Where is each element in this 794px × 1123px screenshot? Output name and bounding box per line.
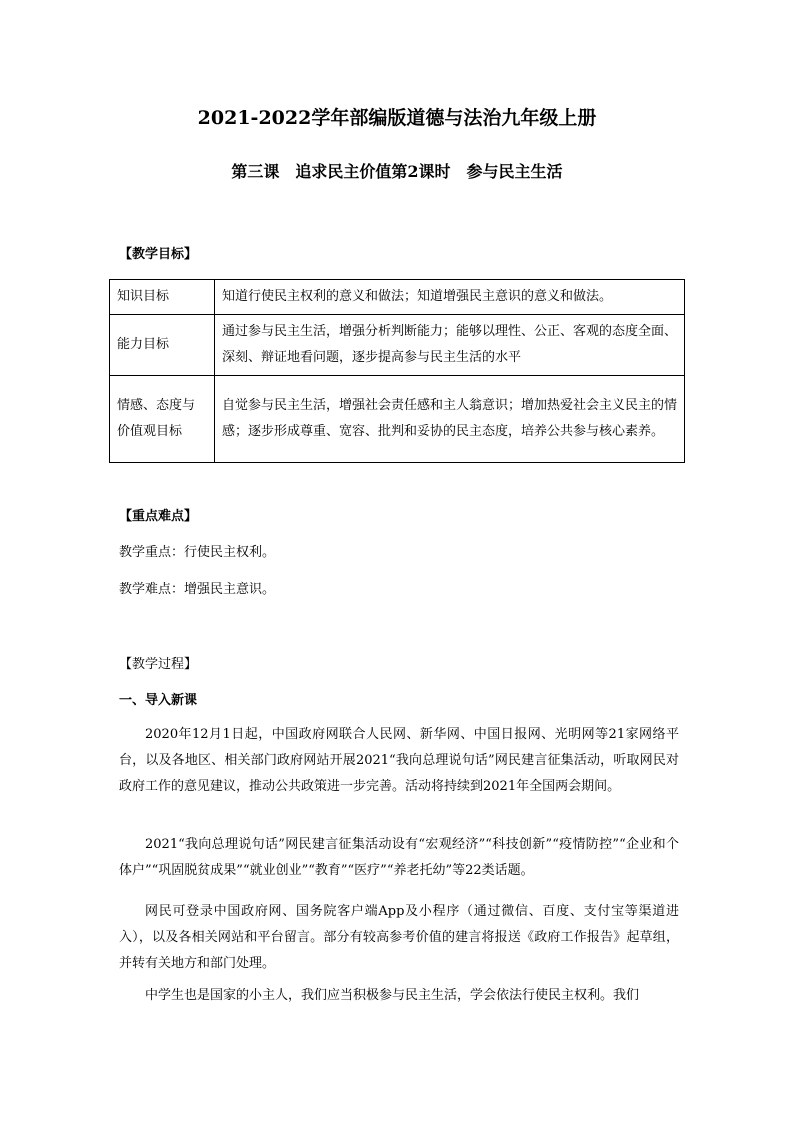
table-row	[110, 376, 685, 463]
teaching-goals-table	[109, 279, 685, 463]
key-point-focus: 教学重点：行使民主权利。	[119, 545, 276, 560]
table-cell-label: 能力目标	[110, 315, 215, 376]
section-heading-process: 【教学过程】	[119, 657, 198, 672]
table-row	[110, 280, 685, 315]
paragraph: 中学生也是国家的小主人，我们应当积极参与民主生活，学会依法行使民主权利。我们	[145, 988, 640, 1003]
section-heading-goals: 【教学目标】	[119, 247, 198, 262]
table-cell-label: 情感、态度与价值观目标	[110, 376, 215, 463]
key-point-difficulty: 教学难点：增强民主意识。	[119, 582, 276, 597]
table-cell-content: 知道行使民主权利的意义和做法；知道增强民主意识的意义和做法。	[215, 280, 685, 315]
table-cell-label: 知识目标	[110, 280, 215, 315]
document-subtitle: 第三课 追求民主价值第2课时 参与民主生活	[231, 162, 563, 181]
table-cell-content: 自觉参与民主生活，增强社会责任感和主人翁意识；增加热爱社会主义民主的情感；逐步形成尊重、宽容、批判和妥协的民主态度，培养公共参与核心素养。	[215, 376, 685, 463]
step-heading-intro: 一、导入新课	[119, 693, 198, 708]
paragraph: 网民可登录中国政府网、国务院客户端App及小程序（通过微信、百度、支付宝等渠道进入），以及各相关网站和平台留言。部分有较高参考价值的建言将报送《政府工作报告》起草组，并转有关地方和部门处理。	[119, 904, 679, 971]
table-row	[110, 315, 685, 376]
paragraph: 2020年12月1日起，中国政府网联合人民网、新华网、中国日报网、光明网等21家网络平台，以及各地区、相关部门政府网站开展2021“我向总理说句话”网民建言征集活动，听取网民对政府工作的意见建议，推动公共政策进一步完善。活动将持续到2021年全国两会期间。	[119, 727, 679, 794]
document-title: 2021-2022学年部编版道德与法治九年级上册	[197, 107, 597, 129]
paragraph: 2021“我向总理说句话”网民建言征集活动设有“宏观经济”“科技创新”“疫情防控”“企业和个体户”“巩固脱贫成果”“就业创业”“教育”“医疗”“养老托幼”等22类话题。	[119, 837, 679, 878]
section-heading-key-points: 【重点难点】	[119, 509, 198, 524]
table-cell-content: 通过参与民主生活，增强分析判断能力；能够以理性、公正、客观的态度全面、深刻、辩证地看问题，逐步提高参与民主生活的水平	[215, 315, 685, 376]
